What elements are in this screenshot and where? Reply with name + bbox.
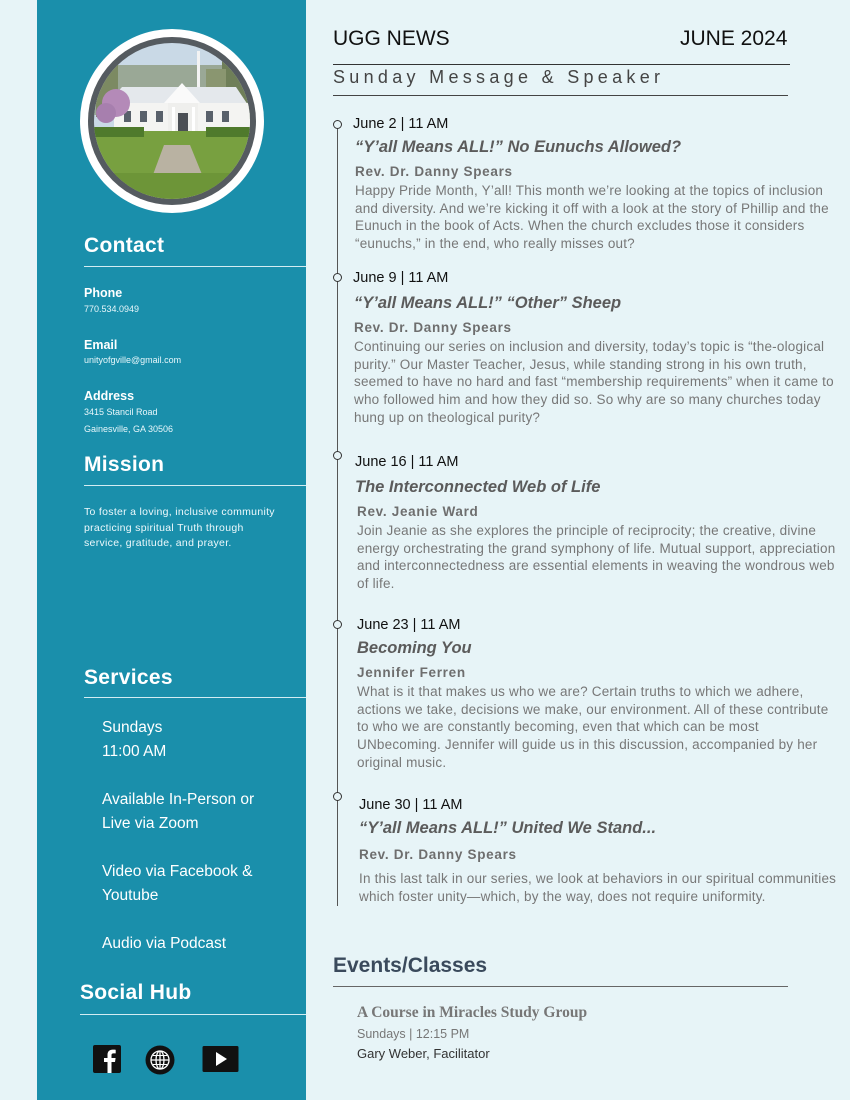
social-divider	[80, 1014, 306, 1015]
mission-divider	[84, 485, 306, 486]
social-hub-heading: Social Hub	[80, 981, 192, 1004]
youtube-icon[interactable]	[202, 1044, 239, 1074]
church-building-image	[94, 43, 250, 199]
social-icons	[92, 1044, 252, 1074]
contact-heading: Contact	[84, 234, 165, 257]
email-address[interactable]: unityofgville@gmail.com	[84, 355, 182, 365]
message-entry	[359, 795, 839, 905]
header-divider	[333, 64, 790, 65]
service-line: Video via Facebook &	[102, 863, 253, 880]
service-line: Live via Zoom	[102, 815, 199, 832]
services-heading: Services	[84, 666, 173, 689]
contact-divider	[84, 266, 306, 267]
services-divider	[84, 697, 306, 698]
timeline-dot	[333, 451, 342, 460]
events-heading: Events/Classes	[333, 954, 488, 977]
service-item	[102, 932, 292, 956]
church-photo	[94, 43, 250, 199]
message-speaker: Rev. Dr. Danny Spears	[359, 847, 517, 862]
service-line: Youtube	[102, 887, 159, 904]
message-description: What is it that makes us who we are? Certain truths to which we adhere, actions we take, decisions we make, our environment. All of these contribute to who we are constantly becoming, even that which can be most UNbecoming. Jennifer will guide us in this discussion, accompanied by her original music.	[357, 684, 829, 770]
section-title: Sunday Message & Speaker	[333, 67, 665, 87]
event-title: A Course in Miracles Study Group	[357, 1004, 588, 1021]
message-date: June 2 | 11 AM	[353, 116, 449, 132]
message-title: Becoming You	[357, 639, 472, 657]
service-item	[102, 860, 292, 908]
message-title: “Y’all Means ALL!” United We Stand...	[359, 819, 657, 837]
mission-heading: Mission	[84, 453, 165, 476]
message-description: Happy Pride Month, Y’all! This month we’re looking at the topics of inclusion and diversity. And we’re kicking it off with a look at the story of Phillip and the Eunuch in the book of Acts. When the church excludes those it considers “eunuchs,” in the end, who really misses out?	[355, 183, 829, 252]
message-speaker: Rev. Dr. Danny Spears	[355, 164, 513, 179]
message-title: The Interconnected Web of Life	[355, 478, 601, 496]
issue-date: JUNE 2024	[680, 27, 788, 50]
message-date: June 30 | 11 AM	[359, 797, 463, 813]
phone-label: Phone	[84, 286, 123, 300]
service-line: Sundays	[102, 719, 163, 736]
address-label: Address	[84, 389, 135, 403]
service-line: 11:00 AM	[102, 743, 167, 760]
message-entry	[357, 615, 837, 772]
email-label: Email	[84, 338, 118, 352]
message-description: In this last talk in our series, we look at behaviors in our spiritual communities which foster unity—which, by the way, does not require uniformity.	[359, 871, 837, 904]
service-item	[102, 716, 292, 764]
church-photo-frame	[80, 29, 264, 213]
mission-statement: To foster a loving, inclusive community practicing spiritual Truth through service, gratitude, and prayer.	[84, 506, 275, 550]
section-divider	[333, 95, 788, 96]
service-item	[102, 788, 292, 836]
message-date: June 23 | 11 AM	[357, 617, 461, 633]
event-time: Sundays | 12:15 PM	[357, 1027, 470, 1041]
phone-number[interactable]: 770.534.0949	[84, 304, 140, 314]
service-line: Audio via Podcast	[102, 935, 227, 952]
timeline-dot	[333, 120, 342, 129]
message-title: “Y’all Means ALL!” “Other” Sheep	[354, 294, 622, 312]
event-facilitator: Gary Weber, Facilitator	[357, 1046, 490, 1061]
timeline-dot	[333, 792, 342, 801]
message-speaker: Jennifer Ferren	[357, 665, 466, 680]
address-line-2: Gainesville, GA 30506	[84, 424, 174, 434]
message-date: June 9 | 11 AM	[353, 270, 449, 286]
newsletter-name: UGG NEWS	[333, 27, 450, 50]
service-line: Available In-Person or	[102, 791, 255, 808]
message-speaker: Rev. Dr. Danny Spears	[354, 320, 512, 335]
message-entry	[353, 114, 843, 253]
message-date: June 16 | 11 AM	[355, 454, 459, 470]
message-description: Continuing our series on inclusion and diversity, today’s topic is “the-ological purity.” Our Master Teacher, Jesus, while standing strong in his own truth, seemed to have no hard and fast “membership requirements” when it came to who followed him and how they did so. So why are so many churches today hung up on theological purity?	[354, 339, 834, 425]
facebook-icon[interactable]	[92, 1044, 122, 1074]
message-entry	[353, 268, 838, 427]
events-divider	[333, 986, 788, 987]
message-title: “Y’all Means ALL!” No Eunuchs Allowed?	[355, 138, 682, 156]
timeline-dot	[333, 273, 342, 282]
timeline-line	[337, 126, 338, 906]
message-speaker: Rev. Jeanie Ward	[357, 504, 479, 519]
message-entry	[355, 452, 840, 593]
globe-icon[interactable]	[145, 1045, 175, 1075]
timeline-dot	[333, 620, 342, 629]
address-line-1: 3415 Stancil Road	[84, 407, 158, 417]
message-description: Join Jeanie as she explores the principle of reciprocity; the creative, divine energy orchestrating the grand symphony of life. Mutual support, appreciation and interconnectedness are essential elements in weaving the wondrous web of life.	[357, 523, 836, 592]
sidebar	[37, 0, 306, 1100]
